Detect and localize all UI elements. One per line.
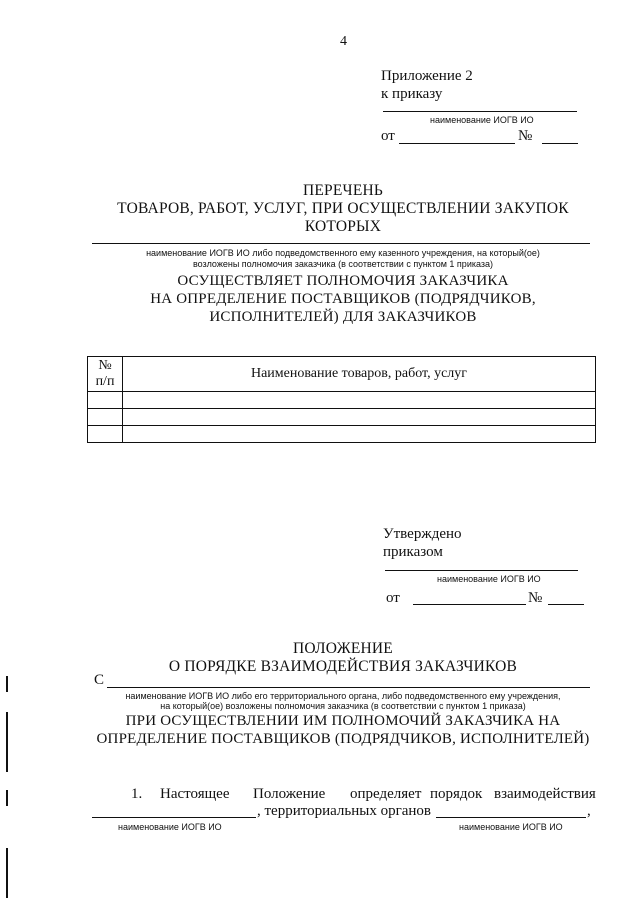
regulation-title-line4: ОПРЕДЕЛЕНИЕ ПОСТАВЩИКОВ (ПОДРЯДЧИКОВ, ИСПОЛНИТЕЛЕЙ) xyxy=(96,731,590,747)
appendix-number-line xyxy=(542,143,578,144)
paragraph1-word: порядок xyxy=(430,786,483,802)
regulation-caption-line1: наименование ИОГВ ИО либо его территориального органа, либо подведомственного ему учреждения, xyxy=(125,691,561,701)
scan-mark xyxy=(6,848,8,898)
table-header-num-line1: № xyxy=(98,358,112,373)
approved-title: Утверждено xyxy=(383,526,462,542)
table-cell xyxy=(123,392,596,409)
table-row xyxy=(88,392,596,409)
paragraph1-caption-left: наименование ИОГВ ИО xyxy=(118,822,222,832)
paragraph1-word: определяет xyxy=(350,786,422,802)
regulation-title-line3: ПРИ ОСУЩЕСТВЛЕНИИ ИМ ПОЛНОМОЧИЙ ЗАКАЗЧИКА НА xyxy=(125,713,561,729)
appendix-to-order: к приказу xyxy=(381,86,443,102)
table-header-num xyxy=(88,357,123,392)
paragraph1-mid-text: , территориальных органов xyxy=(257,803,432,819)
approved-number-line xyxy=(548,604,584,605)
table-row xyxy=(88,426,596,443)
table-cell xyxy=(88,392,123,409)
list-title-line3: КОТОРЫХ xyxy=(304,218,382,235)
regulation-customer-line xyxy=(107,687,590,688)
regulation-subtitle: О ПОРЯДКЕ ВЗАИМОДЕЙСТВИЯ ЗАКАЗЧИКОВ xyxy=(168,658,518,675)
goods-table xyxy=(87,356,596,443)
paragraph1-number: 1. xyxy=(131,786,143,802)
regulation-with-label: С xyxy=(94,672,105,688)
appendix-number-sign: № xyxy=(518,128,533,144)
list-title-line4: ОСУЩЕСТВЛЯЕТ ПОЛНОМОЧИЯ ЗАКАЗЧИКА xyxy=(177,273,509,289)
table-header-num-line2: п/п xyxy=(95,374,115,389)
approved-by-order: приказом xyxy=(383,544,443,560)
table-cell xyxy=(88,409,123,426)
page-number: 4 xyxy=(340,34,347,49)
table-cell xyxy=(123,409,596,426)
appendix-date-line xyxy=(399,143,515,144)
appendix-title: Приложение 2 xyxy=(381,68,473,84)
table-cell xyxy=(123,426,596,443)
approved-name-caption: наименование ИОГВ ИО xyxy=(437,574,541,584)
list-caption-line2: возложены полномочия заказчика (в соответствии с пунктом 1 приказа) xyxy=(192,259,494,269)
table-header-name: Наименование товаров, работ, услуг xyxy=(123,357,596,392)
list-caption-line1: наименование ИОГВ ИО либо подведомственного ему казенного учреждения, на который(ое) xyxy=(146,248,540,258)
list-title-line6: ИСПОЛНИТЕЛЕЙ) ДЛЯ ЗАКАЗЧИКОВ xyxy=(209,309,477,325)
approved-number-sign: № xyxy=(528,590,543,606)
appendix-from-label: от xyxy=(381,128,395,144)
paragraph1-right-line xyxy=(436,817,586,818)
table-cell xyxy=(88,426,123,443)
paragraph1-word: Настоящее xyxy=(160,786,230,802)
list-title-line5: НА ОПРЕДЕЛЕНИЕ ПОСТАВЩИКОВ (ПОДРЯДЧИКОВ, xyxy=(150,291,536,307)
scan-mark xyxy=(6,712,8,772)
table-header-row xyxy=(88,357,596,392)
paragraph1-left-line xyxy=(92,817,256,818)
approved-name-line xyxy=(385,570,578,571)
scan-mark xyxy=(6,676,8,692)
appendix-name-line xyxy=(383,111,577,112)
approved-date-line xyxy=(413,604,526,605)
scan-mark xyxy=(6,790,8,806)
paragraph1-word: взаимодействия xyxy=(494,786,596,802)
regulation-title: ПОЛОЖЕНИЕ xyxy=(293,640,393,657)
list-customer-line xyxy=(92,243,590,244)
regulation-caption-line2: на который(ое) возложены полномочия заказчика (в соответствии с пунктом 1 приказа) xyxy=(160,701,526,711)
table-row xyxy=(88,409,596,426)
paragraph1-caption-right: наименование ИОГВ ИО xyxy=(459,822,563,832)
list-title: ПЕРЕЧЕНЬ xyxy=(303,182,383,199)
appendix-name-caption: наименование ИОГВ ИО xyxy=(430,115,534,125)
approved-from-label: от xyxy=(386,590,400,606)
paragraph1-end-comma: , xyxy=(587,803,591,819)
list-title-line2: ТОВАРОВ, РАБОТ, УСЛУГ, ПРИ ОСУЩЕСТВЛЕНИИ ЗАКУПОК xyxy=(117,200,569,217)
paragraph1-word: Положение xyxy=(253,786,326,802)
